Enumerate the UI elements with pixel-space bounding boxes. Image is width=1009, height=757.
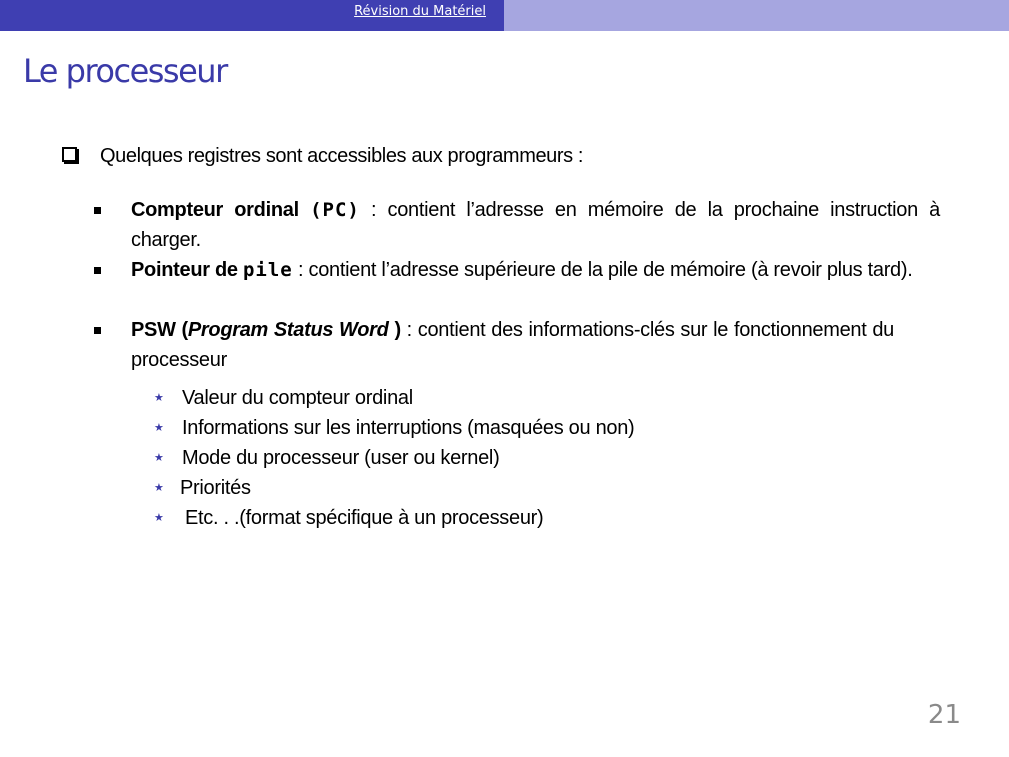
psw-item <box>154 383 413 413</box>
star-bullet-icon: ★ <box>154 422 164 434</box>
psw-item-text: Informations sur les interruptions (masquées ou non) <box>182 417 635 439</box>
register-code: pile <box>242 259 293 281</box>
psw-item-text: Etc. . .(format spécifique à un processeur) <box>185 507 544 529</box>
star-bullet-icon: ★ <box>154 512 164 524</box>
register-text <box>131 195 940 255</box>
register-description: : contient l’adresse en mémoire de la prochaine instruction à charger. <box>131 199 940 251</box>
intro-text: Quelques registres sont accessibles aux programmeurs : <box>100 145 584 167</box>
psw-item-text: Mode du processeur (user ou kernel) <box>182 447 500 469</box>
header-bar <box>0 0 1009 31</box>
intro-item <box>62 145 942 168</box>
slide-title: Le processeur <box>23 52 227 90</box>
page-number: 21 <box>927 700 961 730</box>
section-nav-link[interactable]: Révision du Matériel <box>354 4 486 19</box>
psw-item <box>154 473 251 503</box>
star-bullet-icon: ★ <box>154 452 164 464</box>
register-item-stack-pointer <box>94 255 940 285</box>
psw-item <box>154 503 543 533</box>
psw-item-text: Priorités <box>180 477 251 499</box>
register-text <box>131 255 940 285</box>
psw-item-text: Valeur du compteur ordinal <box>182 387 413 409</box>
psw-item <box>154 413 634 443</box>
register-name <box>131 319 401 341</box>
register-name: Pointeur de <box>131 259 238 281</box>
header-bar-left <box>0 0 504 31</box>
register-name-italic: Program Status Word <box>187 319 389 341</box>
register-description: : contient des informations-clés sur le fonctionnement du processeur <box>131 319 895 371</box>
register-item-pc <box>94 195 940 255</box>
checkbox-bullet-icon <box>62 147 77 162</box>
square-bullet-icon <box>94 267 101 274</box>
register-text <box>131 315 894 375</box>
register-description: : contient l’adresse supérieure de la pile de mémoire (à revoir plus tard). <box>298 259 913 281</box>
square-bullet-icon <box>94 327 101 334</box>
register-name: Compteur ordinal <box>131 199 299 221</box>
star-bullet-icon: ★ <box>154 392 164 404</box>
register-code: (PC) <box>310 199 360 221</box>
register-item-psw <box>94 315 894 375</box>
psw-item <box>154 443 499 473</box>
star-bullet-icon: ★ <box>154 482 164 494</box>
register-name-pre: PSW ( <box>131 319 188 341</box>
square-bullet-icon <box>94 207 101 214</box>
header-bar-right <box>504 0 1009 31</box>
register-name-post: ) <box>388 319 401 341</box>
